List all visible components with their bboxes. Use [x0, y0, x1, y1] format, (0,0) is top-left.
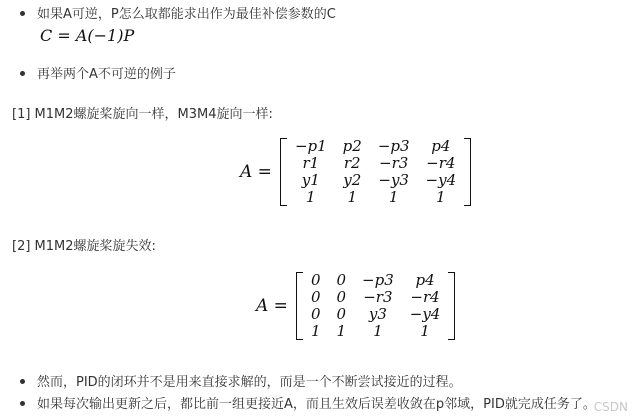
matrix-row — [287, 189, 464, 206]
matrix-cell: 0 — [336, 288, 347, 306]
matrix-row — [303, 272, 448, 289]
matrix-cell: −r3 — [363, 288, 393, 306]
matrix-cell: −r4 — [410, 288, 440, 306]
watermark: CSDN — [593, 400, 628, 414]
matrix-cell: −y3 — [378, 171, 409, 189]
matrix-cell: −y4 — [409, 305, 441, 323]
case2-heading: [2] M1M2螺旋桨旋失效: — [12, 239, 156, 254]
matrix-cell: 0 — [336, 271, 347, 289]
matrix-cell: p4 — [415, 271, 435, 289]
matrix-cell: y2 — [343, 171, 362, 189]
matrix-cell: 1 — [436, 188, 446, 206]
matrix-equation-case2 — [256, 272, 455, 340]
matrix-cell: −p3 — [362, 271, 394, 289]
matrix-table — [303, 272, 448, 340]
matrix-cell: r1 — [302, 154, 320, 172]
bullet-dot — [20, 71, 25, 76]
matrix-cell: 1 — [310, 322, 321, 340]
matrix-equation-case1 — [240, 138, 471, 206]
matrix-row — [287, 155, 464, 172]
matrix-cell: 0 — [336, 305, 347, 323]
bullet-item-pid-closed-loop — [20, 374, 462, 392]
bullet-item-examples — [20, 66, 176, 84]
matrix-cell: −r4 — [426, 154, 456, 172]
bullet-text: 如果每次输出更新之后，都比前一组更接近A，而且生效后误差收敛在p邻域，PID就完成任务了。 — [37, 397, 596, 412]
matrix-cell: 0 — [310, 271, 321, 289]
matrix-cell: p4 — [431, 137, 451, 155]
matrix-cell: 1 — [388, 188, 399, 206]
matrix-cell: 1 — [420, 322, 430, 340]
matrix-row — [303, 323, 448, 340]
matrix-row — [303, 289, 448, 306]
matrix-cell: y1 — [301, 171, 320, 189]
matrix-cell: −r3 — [379, 154, 409, 172]
matrix-cell: −p1 — [294, 137, 327, 155]
formula-c-equals-a-inverse-p: C = A(−1)P — [40, 26, 135, 45]
matrix-cell: p2 — [342, 137, 362, 155]
matrix-cell: 1 — [306, 188, 316, 206]
bullet-dot — [20, 379, 25, 384]
bullet-text: 如果A可逆，P怎么取都能求出作为最佳补偿参数的C — [37, 7, 336, 22]
matrix-cell: 0 — [310, 288, 321, 306]
case1-heading: [1] M1M2螺旋桨旋向一样，M3M4旋向一样: — [12, 107, 273, 122]
bullet-text: 再举两个A不可逆的例子 — [37, 67, 176, 82]
left-bracket — [280, 138, 287, 206]
bullet-text: 然而，PID的闭环并不是用来直接求解的，而是一个不断尝试接近的过程。 — [37, 375, 462, 390]
matrix-table — [287, 138, 464, 206]
bullet-dot — [20, 11, 25, 16]
matrix-lhs: A = — [240, 162, 272, 182]
matrix-cell: −y4 — [425, 171, 457, 189]
left-bracket — [296, 272, 303, 340]
bullet-dot — [20, 401, 25, 406]
matrix-cell: −p3 — [377, 137, 410, 155]
right-bracket — [464, 138, 471, 206]
matrix-case2 — [296, 272, 455, 340]
matrix-cell: 1 — [336, 322, 347, 340]
matrix-lhs: A = — [256, 296, 288, 316]
matrix-cell: 1 — [347, 188, 357, 206]
matrix-row — [287, 138, 464, 155]
bullet-item-invertible — [20, 6, 336, 24]
matrix-cell: y3 — [368, 305, 387, 323]
matrix-case1 — [280, 138, 471, 206]
matrix-row — [303, 306, 448, 323]
matrix-cell: 0 — [310, 305, 321, 323]
bullet-item-pid-convergence — [20, 396, 596, 414]
matrix-row — [287, 172, 464, 189]
matrix-cell: 1 — [373, 322, 383, 340]
right-bracket — [448, 272, 455, 340]
matrix-cell: r2 — [343, 154, 361, 172]
